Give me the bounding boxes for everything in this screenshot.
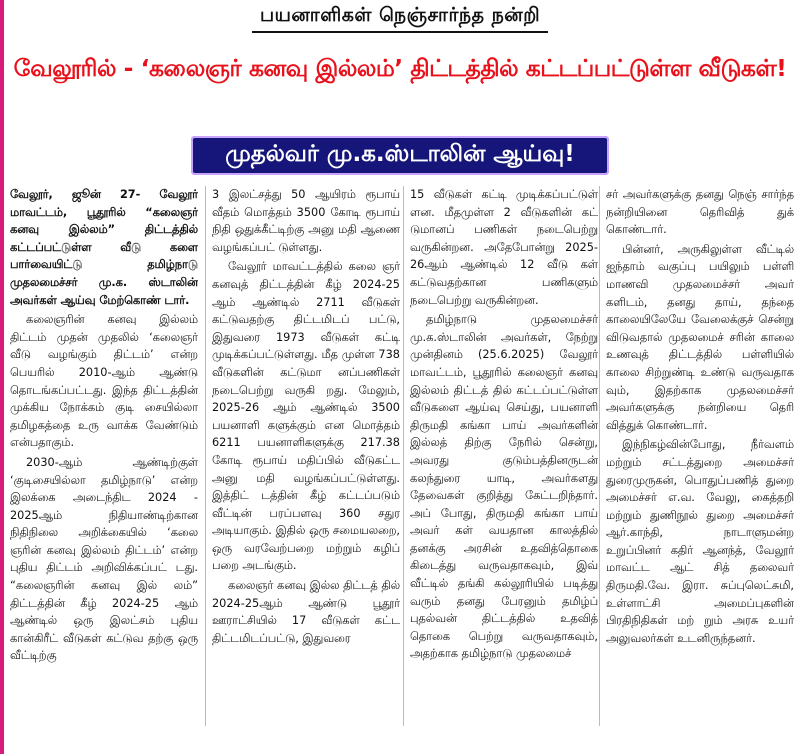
subhead-container xyxy=(0,136,800,175)
article-paragraph: தமிழ்நாடு முதலமைச்சர் மு.க.ஸ்டாலின் அவர்கள், நேற்று முன்தினம் (25.6.2025) வேலூர் மாவட்டம், பூதூரில் கலைஞர் கனவு இல்லம் திட்டத் தில் கட்டப்பட்டுள்ள வீடுகளை ஆய்வு செய்து, பயனாளி திருமதி கங்கா பாய் அவர்களின் இல்லத் திற்கு நேரில் சென்று, அவரது குடும்பத்தினருடன் கலந்துரை யாடி, அவர்களது தேவைகள் குறித்து கேட்டறிந்தார். அப் போது, திருமதி கங்கா பாய் அவர் கள் வயதான காலத்தில் தனக்கு அரசின் உதவித்தொகை கிடைத்து வருவதாகவும், இவ் வீட்டில் தங்கி கல்லூரியில் படித்து வரும் தனது பேரனும் தமிழ்ப் புதல்வன் திட்டத்தில் உதவித் தொகை பெற்று வருவதாகவும், அதற்காக தமிழ்நாடு முதலமைச் xyxy=(410,313,598,661)
article-paragraph: 15 வீடுகள் கட்டி முடிக்கப்பட்டுள் ளன. மீதமுள்ள 2 வீடுகளின் கட் டுமானப் பணிகள் நடைபெற்று வருகின்றன. அதேபோன்று 2025-26ஆம் ஆண்டில் 12 வீடு கள் கட்டுவதற்கான பணிகளும் நடைபெற்று வருகின்றன. xyxy=(410,188,598,307)
article-column-4 xyxy=(606,186,794,750)
article-paragraph: பின்னர், அருகிலுள்ள வீட்டில் ஐந்தாம் வகுப்பு பயிலும் பள்ளி மாணவி முதலமைச்சர் அவர் களிடம், தனது தாய், தந்தை காலையிலேயே வேலைக்குச் சென்று விடுவதால் முதலமைச் சரின் காலை உணவுத் திட்டத்தில் பள்ளியில் காலை சிற்றுண்டி உண்டு வருவதாக வும், இதற்காக முதலமைச்சர் அவர்களுக்கு நன்றியை தெரி வித்துக் கொண்டார். xyxy=(606,242,794,432)
article-paragraph: 3 இலட்சத்து 50 ஆயிரம் ரூபாய் வீதம் மொத்தம் 3500 கோடி ரூபாய் நிதி ஒதுக்கீட்டிற்கு அனு மதி ஆணை வழங்கப்பட் டுள்ளது. xyxy=(212,188,400,254)
article-paragraph: கலைஞரின் கனவு இல்லம் திட்டம் முதன் முதலில் ‘கலைஞர் வீடு வழங்கும் திட்டம்’ என்ற பெயரில் 2010-ஆம் ஆண்டு தொடங்கப்பட்டது. இந்த திட்டத்தின் முக்கிய நோக்கம் குடி சையில்லா தமிழகத்தை உரு வாக்க வேண்டும் என்பதாகும். xyxy=(10,313,198,450)
article-column-2 xyxy=(212,186,400,750)
article-column-3 xyxy=(410,186,598,750)
kicker-container xyxy=(0,4,800,33)
kicker: பயனாளிகள் நெஞ்சார்ந்த நன்றி xyxy=(252,4,548,33)
subhead: முதல்வர் மு.க.ஸ்டாலின் ஆய்வு! xyxy=(191,136,608,175)
page-left-border xyxy=(0,0,4,754)
article-column-1 xyxy=(10,186,198,750)
article-body xyxy=(10,186,794,750)
article-paragraph: இந்நிகழ்வின்போது, நீர்வளம் மற்றும் சட்டத்துறை அமைச்சர் துரைமுருகன், பொதுப்பணித் துறை அமைச்சர் எ.வ. வேலு, கைத்தறி மற்றும் துணிநூல் துறை அமைச்சர் ஆர்.காந்தி, நாடாளுமன்ற உறுப்பினர் கதிர் ஆனந்த், வேலூர் மாவட்ட ஆட் சித் தலைவர் திருமதி.வே. இரா. சுப்புலெட்சுமி, உள்ளாட்சி அமைப்புகளின் பிரதிநிதிகள் மற் றும் அரசு உயர் அலுவலர்கள் உடனிருந்தனர். xyxy=(606,438,794,645)
article-paragraph: கலைஞர் கனவு இல்ல திட்டத் தில் 2024-25ஆம் ஆண்டு பூதூர் ஊராட்சியில் 17 வீடுகள் கட்ட திட்டமிடப்பட்டு, இதுவரை xyxy=(212,579,400,645)
article-lead-paragraph: வேலூர், ஜூன் 27- வேலூர் மாவட்டம், பூதூரில் “கலைஞர் கனவு இல்லம்” திட்டத்தில் கட்டப்பட்டுள்ள வீடு களை பார்வையிட்டு தமிழ்நாடு முதலமைச்சர் மு.க. ஸ்டாலின் அவர்கள் ஆய்வு மேற்கொண் டார். xyxy=(10,188,198,307)
article-paragraph: வேலூர் மாவட்டத்தில் கலை ஞர் கனவுத் திட்டத்தின் கீழ் 2024-25 ஆம் ஆண்டில் 2711 வீடுகள் கட்டுவதற்கு திட்டமிடப் பட்டு, இதுவரை 1973 வீடுகள் கட்டி முடிக்கப்பட்டுள்ளது. மீத முள்ள 738 வீடுகளின் கட்டுமா னப்பணிகள் நடைபெற்று வருகி றது. மேலும், 2025-26 ஆம் ஆண்டில் 3500 பயனாளி களுக்கும் என மொத்தம் 6211 பயனாளிகளுக்கு 217.38 கோடி ரூபாய் மதிப்பில் வீடுகட்ட அனு மதி வழங்கப்பட்டுள்ளது. இத்திட் டத்தின் கீழ் கட்டப்படும் வீட்டின் பரப்பளவு 360 சதுர அடியாகும். இதில் ஒரு சமையலறை, ஒரு வரவேற்பறை மற்றும் கழிப் பறை அடங்கும். xyxy=(212,260,400,573)
article-paragraph: சர் அவர்களுக்கு தனது நெஞ் சார்ந்த நன்றியினை தெரிவித் துக் கொண்டார். xyxy=(606,188,794,237)
headline: வேலூரில் - ‘கலைஞர் கனவு இல்லம்’ திட்டத்தில் கட்டப்பட்டுள்ள வீடுகள்! xyxy=(13,54,787,82)
article-paragraph: 2030-ஆம் ஆண்டிற்குள் ‘குடிசையில்லா தமிழ்நாடு’ என்ற இலக்கை அடைந்திட 2024 - 2025ஆம் நிதியாண்டிற்கான நிதிநிலை அறிக்கையில் ‘கலை ஞரின் கனவு இல்லம் திட்டம்’ என்ற புதிய திட்டம் அறிவிக்கப்பட் டது. “கலைஞரின் கனவு இல் லம்” திட்டத்தின் கீழ் 2024-25 ஆம் ஆண்டில் ஒரு இலட்சம் புதிய கான்கிரீட் வீடுகள் கட்டுவ தற்கு ஒரு வீட்டிற்கு xyxy=(10,455,198,663)
